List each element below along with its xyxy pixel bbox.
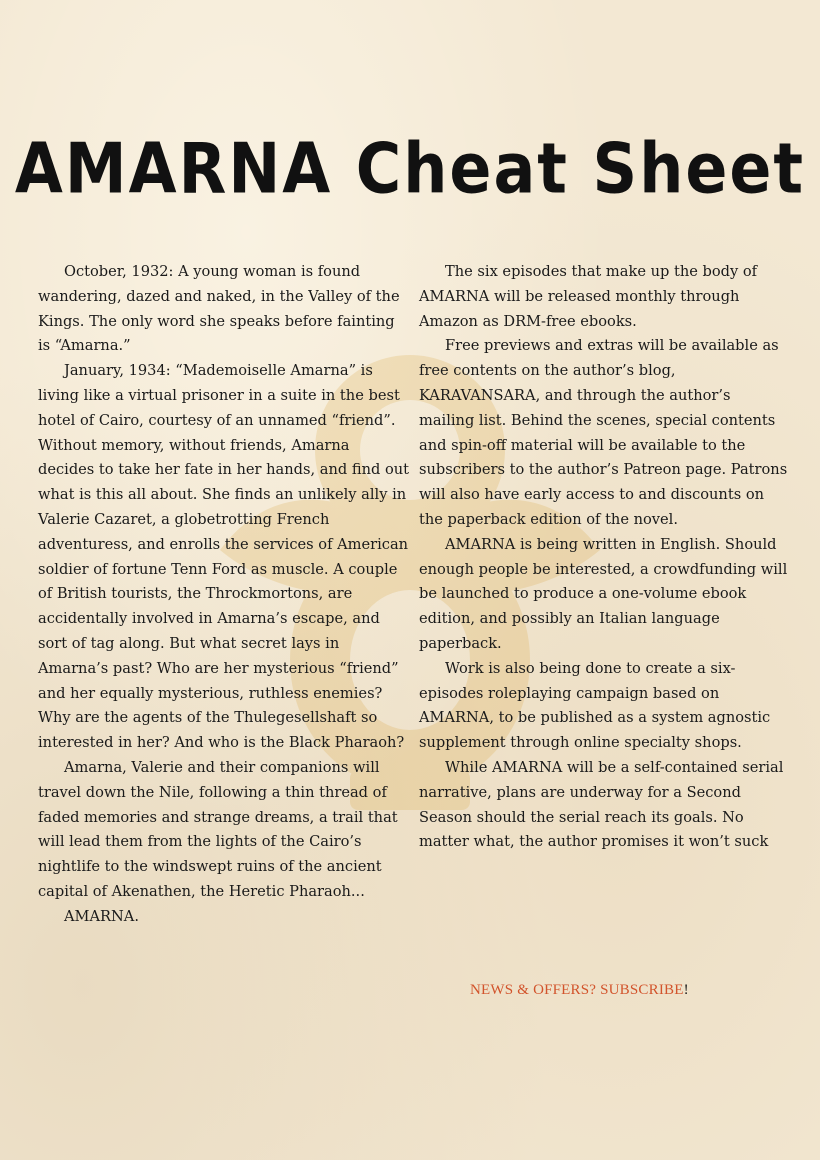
- paragraph: October, 1932: A young woman is found wandering, dazed and naked, in the Valley of the Kings. The only word she speaks before fainting is “Amarna.”: [38, 263, 400, 355]
- paragraph: The six episodes that make up the body of AMARNA will be released monthly through Amazon as DRM-free ebooks.: [419, 263, 758, 330]
- paragraph: January, 1934: “Mademoiselle Amarna” is living like a virtual prisoner in a suite in the best hotel of Cairo, courtesy of an unnamed “friend”. Without memory, without friends, Amarna decides to take her fate in her hands, and find out what is this all about. She finds an unlikely ally in Valerie Cazaret, a globetrotting French adventuress, and enrolls the services of American soldier of fortune Tenn Ford as muscle. A couple of British tourists, the Throckmortons, are accidentally involved in Amarna’s escape, and sort of tag along. But what secret lays in Amarna’s past? Who are her mysterious “friend” and her equally mysterious, ruthless enemies? Why are the agents of the Thulegesellshaft so interested in her? And who is the Black Pharaoh?: [38, 362, 410, 752]
- paragraph: AMARNA.: [64, 907, 139, 925]
- paragraph: Free previews and extras will be available as free contents on the author’s blog, KARAVANSARA, and through the author’s mailing list. Behind the scenes, special contents and spin-off material will be available to the subscribers to the author’s Patreon page. Patrons will also have early access to and discounts on the paperback edition of the novel.: [419, 337, 788, 528]
- paragraph: Work is also being done to create a six-episodes roleplaying campaign based on AMARNA, to be published as a system agnostic supplement through online specialty shops.: [419, 659, 771, 752]
- subscribe-exclamation: !: [683, 982, 689, 998]
- paragraph: Amarna, Valerie and their companions will travel down the Nile, following a thin thread of faded memories and strange dreams, a trail that will lead them from the lights of the Cairo’s nightlife to the windswept ruins of the ancient capital of Akenathen, the Heretic Pharaoh...: [38, 758, 398, 900]
- subscribe-callout: [470, 982, 689, 999]
- right-column: [419, 260, 789, 855]
- paragraph: While AMARNA will be a self-contained serial narrative, plans are underway for a Second Season should the serial reach its goals. No matter what, the author promises it won’t suck: [419, 758, 784, 851]
- paragraph: AMARNA is being written in English. Should enough people be interested, a crowdfunding will be launched to produce a one-volume ebook edition, and possibly an Italian language paperback.: [419, 535, 788, 652]
- left-column: [38, 260, 410, 930]
- subscribe-link[interactable]: NEWS & OFFERS? SUBSCRIBE: [470, 982, 684, 998]
- page-title: AMARNA Cheat Sheet: [14, 127, 806, 210]
